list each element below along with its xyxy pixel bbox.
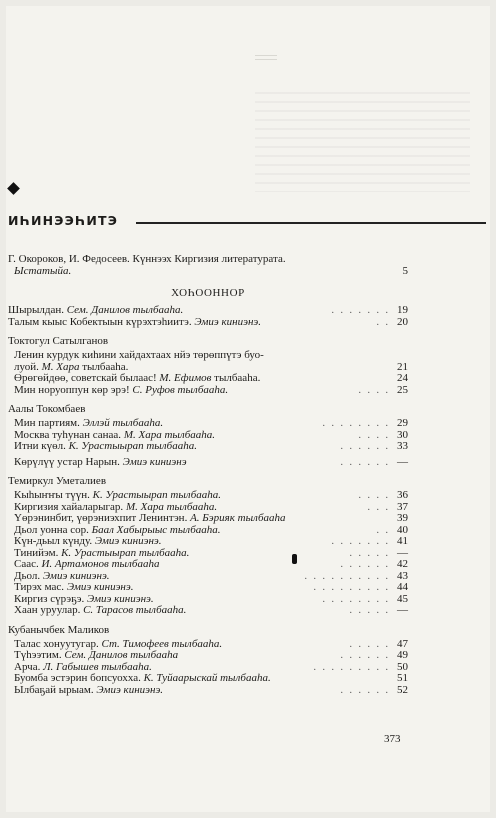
page-number: 373: [384, 733, 401, 745]
entry-title: Киргиз сүрэҕэ.: [14, 593, 87, 605]
contents-title: ИҺИНЭЭҺИТЭ: [8, 213, 119, 228]
toc-entry: [8, 441, 408, 453]
page-ref: 24: [397, 372, 408, 384]
toc-entry: [8, 525, 408, 537]
intro-entry: [8, 266, 408, 278]
toc-entry: [8, 490, 408, 502]
leader-dots: . . . . . . .: [331, 305, 390, 316]
entry-title: Саас.: [14, 559, 42, 570]
entry-title: Кыһыҥҥы түүн.: [14, 490, 93, 501]
entry-translator: Л. Габышев тылбааһа.: [43, 661, 152, 673]
page-ref: —: [397, 604, 408, 616]
page-ref: 40: [397, 523, 408, 536]
page-ref: 44: [397, 581, 408, 593]
toc-entry: [8, 502, 408, 514]
entry-translator: С. Руфов тылбааһа.: [132, 384, 229, 396]
entry-translator: И. Артамонов тылбааһа: [41, 559, 160, 570]
toc-entry: [8, 536, 408, 548]
page-ref: 49: [397, 649, 408, 661]
entry-translator: К. Урастыырап тылбааһа.: [92, 490, 222, 501]
entry-title: Күн-дьыл күнду.: [14, 536, 95, 547]
page-ref: 39: [397, 512, 408, 524]
entry-title: Түһээтим.: [14, 650, 65, 661]
entry-translator: Эмиэ киниэнэ.: [94, 536, 162, 547]
entry-title: Дьол уонна сор.: [14, 524, 92, 536]
leader-dots: . . . . . .: [340, 456, 390, 468]
toc-entry: [8, 362, 408, 374]
entry-translator: М. Хара тылбааһа.: [123, 429, 216, 441]
ornament-mark: [255, 55, 277, 60]
entry-title: Дьол.: [14, 570, 43, 582]
intro-line-1: Г. Окороков, И. Федосеев. Күннээх Киргизия литературата.: [8, 253, 286, 265]
leader-dots: . . . . . . . . . .: [304, 570, 390, 582]
entry-title: Өрөгөйдөө, советскай былаас!: [14, 373, 160, 384]
toc-entry: [8, 582, 408, 594]
entry-title: Итни күөл.: [14, 441, 69, 452]
entry-title: Мин норуоппун көр эрэ!: [14, 384, 133, 396]
page-ref: 45: [397, 592, 408, 605]
entry-title: Үөрэнинбит, үөрэниэхпит Ленинтэн.: [14, 513, 191, 524]
leader-dots: . . . . .: [349, 638, 390, 650]
page-ref: 20: [397, 315, 408, 328]
page-ref: 50: [397, 660, 408, 673]
entry-suffix: тылбааһа.: [79, 361, 129, 373]
entry-translator: М. Ефимов: [159, 373, 212, 384]
entry-title: Арча.: [14, 661, 44, 673]
leader-dots: . . . . . . . . .: [313, 582, 390, 593]
author-name: Токтогул Сатылганов: [8, 335, 109, 347]
entry-translator: А. Бэрияк тылбааһа: [190, 513, 286, 524]
entry-suffix: тылбааһа.: [211, 373, 261, 384]
page-ref: 30: [397, 428, 408, 441]
page-ref: —: [397, 455, 408, 468]
page-ref: 36: [397, 489, 408, 501]
leader-dots: . . . .: [358, 490, 390, 501]
leader-dots: . . . . . .: [340, 650, 390, 661]
page-ref: 47: [397, 637, 408, 650]
toc-entry: [8, 594, 408, 606]
section-title: ХОҺООННОР: [171, 287, 245, 299]
entry-title: Шырылдан.: [8, 305, 67, 316]
leader-dots: . . . . . . . .: [322, 418, 390, 429]
entry-translator: Эмиэ киниэнэ.: [86, 593, 154, 605]
ink-smudge: [292, 554, 297, 564]
author-name: Аалы Токомбаев: [8, 403, 86, 415]
page-ref: 42: [397, 558, 408, 570]
entry-line: Ленин курдук киһини хайдахтаах нйэ төрөппүтэ буо-: [14, 349, 264, 361]
toc-entry: [8, 685, 408, 697]
author-name: Темиркул Уметалиев: [8, 475, 107, 487]
entry-translator: Эмиэ киниэнэ.: [194, 316, 262, 328]
page-ref: —: [397, 546, 408, 559]
entry-translator: Эмиэ киниэнэ.: [42, 570, 110, 582]
entry-translator: Эмиэ киниэнэ.: [96, 684, 164, 696]
entry-translator: Эмиэ киниэнэ.: [66, 582, 134, 593]
page-ref: 29: [397, 417, 408, 429]
page-ref: 52: [397, 683, 408, 696]
toc-entry: [8, 430, 408, 442]
toc-entry: [8, 639, 408, 651]
toc-entry: [8, 673, 408, 685]
entry-title: Хаан уруулар.: [14, 605, 84, 616]
entry-translator: Ст. Тимофеев тылбааһа.: [101, 638, 223, 650]
entry-translator: М. Хара: [41, 361, 80, 373]
entry-title: Москва туһунан санаа.: [14, 429, 124, 441]
toc-entry: [8, 662, 408, 674]
contents-heading: [8, 211, 486, 227]
entry-translator: Эмиэ киниэнэ: [122, 456, 187, 468]
page-ref: 21: [397, 360, 408, 373]
toc-entry: [8, 457, 408, 469]
toc-entry: [8, 559, 408, 571]
page-ref: 41: [397, 535, 408, 547]
toc-entry: [8, 305, 408, 317]
show-through-text: [255, 92, 470, 192]
entry-title: Буомба эстэрин бопсуохха.: [14, 673, 144, 684]
entry-translator: К. Урастыырап тылбааһа.: [68, 441, 197, 452]
heading-rule: [136, 222, 486, 224]
toc-entry: [8, 605, 408, 617]
entry-title: Ылбаҕай ырыам.: [14, 684, 97, 696]
entry-translator: К. Урастыырап тылбааһа.: [61, 547, 190, 559]
entry-title: Талас хонуутугар.: [14, 638, 102, 650]
toc-entry: [8, 373, 408, 385]
entry-title: Көрүлүү устар Нарын.: [14, 456, 123, 468]
entry-title: Мин партиям.: [14, 418, 83, 429]
leader-dots: . . . .: [358, 384, 390, 396]
leader-dots: . . . . . .: [340, 559, 390, 570]
author-name: Кубанычбек Маликов: [8, 623, 110, 636]
page-ref: 33: [397, 440, 408, 452]
leader-dots: . . . . .: [349, 605, 390, 616]
leader-dots: . . . . . .: [340, 684, 390, 696]
page-ref: 51: [397, 672, 408, 684]
table-of-contents: [8, 254, 408, 696]
page-ref: 25: [397, 383, 408, 396]
entry-translator: Эллэй тылбааһа.: [82, 418, 164, 429]
page-ref: 5: [402, 264, 408, 277]
leader-dots: . .: [376, 316, 390, 328]
page-ref: 37: [397, 500, 408, 513]
leader-dots: . . .: [367, 501, 390, 513]
toc-entry: [8, 385, 408, 397]
entry-title: Тирэх мас.: [14, 582, 67, 593]
leader-dots: . . . .: [358, 429, 390, 441]
toc-entry: [8, 418, 408, 430]
intro-line-2: Ыстатыйа.: [14, 265, 72, 277]
leader-dots: . . . . . .: [340, 441, 390, 452]
entry-translator: М. Хара тылбааһа.: [125, 501, 218, 513]
entry-title: Киргизия хайаларыгар.: [14, 501, 126, 513]
toc-entry: [8, 650, 408, 662]
entry-translator: Сем. Данилов тылбааһа.: [66, 305, 184, 316]
toc-entry: [8, 513, 408, 525]
entry-translator: Сем. Данилов тылбааһа: [64, 650, 179, 661]
entry-title: луой.: [14, 361, 42, 373]
leader-dots: . . . . . . . .: [322, 593, 390, 605]
entry-translator: С. Тарасов тылбааһа.: [83, 605, 187, 616]
toc-entry: [8, 571, 408, 583]
leader-dots: . . . . .: [349, 547, 390, 559]
leader-dots: . . . . . . .: [331, 536, 390, 547]
entry-translator: К. Туйаарыскай тылбааһа.: [143, 673, 271, 684]
page-ref: 19: [397, 304, 408, 316]
leader-dots: . . . . . . . . .: [313, 661, 390, 673]
page-ref: 43: [397, 569, 408, 582]
leader-dots: . .: [376, 524, 390, 536]
toc-entry: [8, 548, 408, 560]
toc-entry: [8, 317, 408, 329]
entry-title: Тинийэм.: [14, 547, 62, 559]
entry-title: Талым кыыс Кобектыын күрэхтэһиитэ.: [8, 316, 195, 328]
entry-translator: Баал Хабырыыс тылбааһа.: [91, 524, 221, 536]
